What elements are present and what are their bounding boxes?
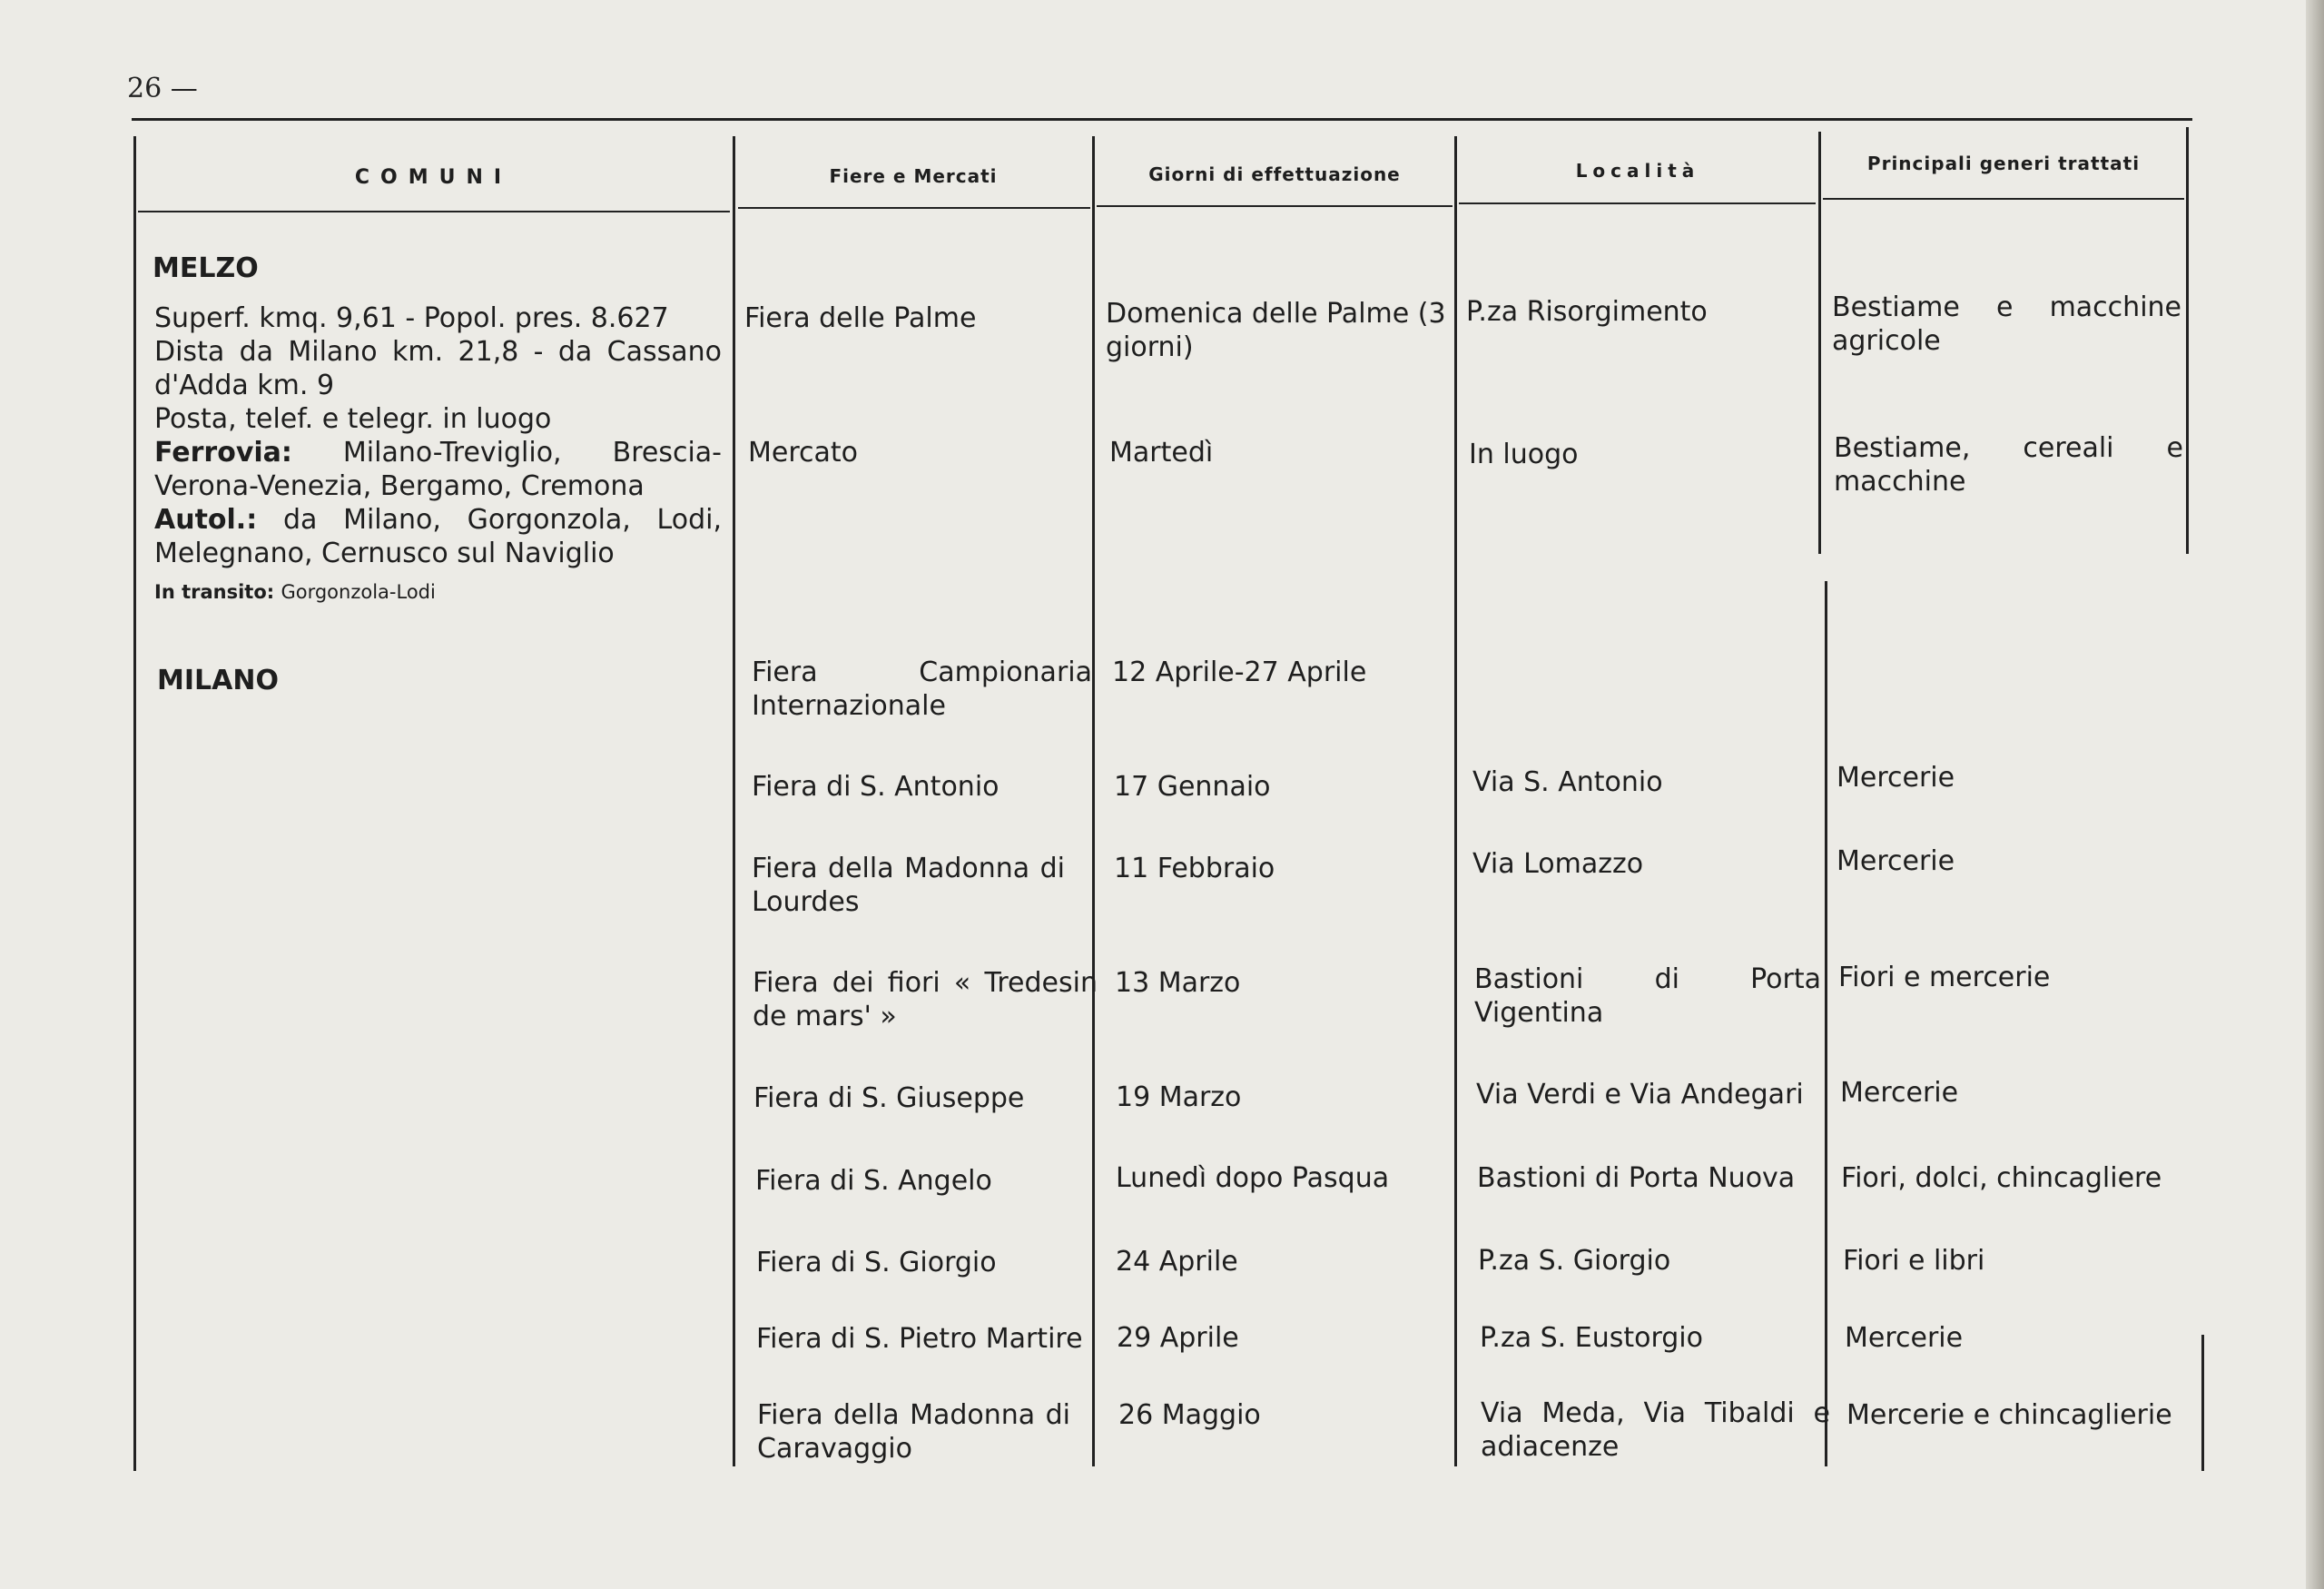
header-rule-1 [138,211,730,212]
milano-row3-generi: Mercerie [1837,845,1955,877]
milano-row6-fiera: Fiera di S. Angelo [755,1165,992,1197]
column-divider-1 [733,136,735,1466]
milano-row7-localita: P.za S. Giorgio [1478,1245,1671,1277]
melzo-row1-localita: P.za Risorgimento [1466,296,1708,328]
header-fiere: Fiere e Mercati [829,165,998,187]
header-giorni: Giorni di effettuazione [1148,163,1401,185]
melzo-ferrovia [154,436,722,503]
milano-row8-fiera: Fiera di S. Pietro Martire [756,1323,1083,1355]
header-comuni: COMUNI [354,166,513,189]
milano-row6-giorni: Lunedì dopo Pasqua [1116,1162,1390,1194]
header-rule-3 [1097,205,1452,207]
header-rule-2 [738,207,1090,209]
milano-row5-localita: Via Verdi e Via Andegari [1476,1079,1804,1110]
melzo-info [154,301,722,609]
melzo-row2-giorni: Martedì [1109,437,1214,469]
milano-row4-giorni: 13 Marzo [1115,967,1241,999]
milano-row8-localita: P.za S. Eustorgio [1480,1322,1703,1354]
melzo-info-line3: Posta, telef. e telegr. in luogo [154,403,552,435]
comune-melzo-name: MELZO [153,252,259,284]
milano-row2-giorni: 17 Gennaio [1114,771,1271,803]
melzo-ferrovia-text: Milano-Treviglio, Brescia-Verona-Venezia, Bergamo, Cremona [154,437,722,502]
melzo-info-line1: Superf. kmq. 9,61 - Popol. pres. 8.627 [154,302,669,334]
milano-row5-fiera: Fiera di S. Giuseppe [753,1082,1025,1114]
milano-row3-giorni: 11 Febbraio [1114,853,1275,884]
column-divider-4-lower [1825,581,1827,1466]
page-number: 26 — [127,73,198,104]
column-divider-left [133,136,136,1471]
melzo-row2-fiera: Mercato [748,437,859,469]
milano-row2-localita: Via S. Antonio [1472,766,1663,798]
melzo-row2-generi: Bestiame, cereali e macchine [1834,432,2183,498]
header-rule-5 [1823,198,2184,200]
column-divider-4 [1818,132,1821,554]
milano-row1-fiera: Fiera Campionaria Internazionale [752,656,1092,722]
milano-row9-fiera: Fiera della Madonna di Caravaggio [757,1399,1070,1465]
milano-row9-giorni: 26 Maggio [1118,1399,1261,1431]
milano-row4-generi: Fiori e mercerie [1838,962,2051,993]
melzo-ferrovia-label: Ferrovia: [154,437,292,469]
melzo-row1-generi: Bestiame e macchine agricole [1832,291,2181,357]
column-divider-right-lower [2201,1335,2204,1471]
header-localita: Località [1575,160,1700,182]
table-top-rule [132,118,2192,121]
milano-row8-generi: Mercerie [1845,1322,1964,1354]
melzo-transito-text: Gorgonzola-Lodi [281,581,436,603]
milano-row1-giorni: 12 Aprile-27 Aprile [1112,656,1367,688]
melzo-row1-giorni: Domenica delle Palme (3 giorni) [1106,298,1446,363]
melzo-transito [154,576,722,609]
header-rule-4 [1459,202,1816,204]
melzo-autol [154,503,722,570]
column-divider-right [2186,127,2189,554]
milano-row7-generi: Fiori e libri [1843,1245,1985,1277]
milano-row7-giorni: 24 Aprile [1116,1246,1238,1278]
melzo-info-line2: Dista da Milano km. 21,8 - da Cassano d'Adda km. 9 [154,336,722,401]
milano-row7-fiera: Fiera di S. Giorgio [756,1247,997,1278]
milano-row3-localita: Via Lomazzo [1472,848,1644,880]
milano-row6-generi: Fiori, dolci, chincagliere [1841,1162,2162,1194]
melzo-row1-fiera: Fiera delle Palme [744,302,977,334]
milano-row4-fiera: Fiera dei fiori « Tredesin de mars' » [753,967,1098,1032]
melzo-transito-label: In transito: [154,581,275,603]
page-binding-edge [2306,0,2324,1589]
melzo-autol-text: da Milano, Gorgonzola, Lodi, Melegnano, Cernusco sul Naviglio [154,504,722,569]
melzo-autol-label: Autol.: [154,504,258,536]
milano-row9-localita: Via Meda, Via Tibaldi e adiacenze [1481,1397,1830,1463]
comune-milano-name: MILANO [157,665,279,696]
milano-row9-generi: Mercerie e chincaglierie [1846,1399,2172,1431]
milano-row5-generi: Mercerie [1840,1077,1959,1109]
milano-row3-fiera: Fiera della Madonna di Lourdes [752,853,1065,918]
milano-row4-localita: Bastioni di Porta Vigentina [1474,963,1821,1029]
milano-row6-localita: Bastioni di Porta Nuova [1477,1162,1796,1194]
melzo-row2-localita: In luogo [1469,439,1579,470]
milano-row8-giorni: 29 Aprile [1117,1322,1239,1354]
milano-row5-giorni: 19 Marzo [1116,1081,1242,1113]
milano-row2-fiera: Fiera di S. Antonio [752,771,1000,803]
milano-row2-generi: Mercerie [1837,762,1955,794]
header-generi: Principali generi trattati [1866,153,2141,174]
